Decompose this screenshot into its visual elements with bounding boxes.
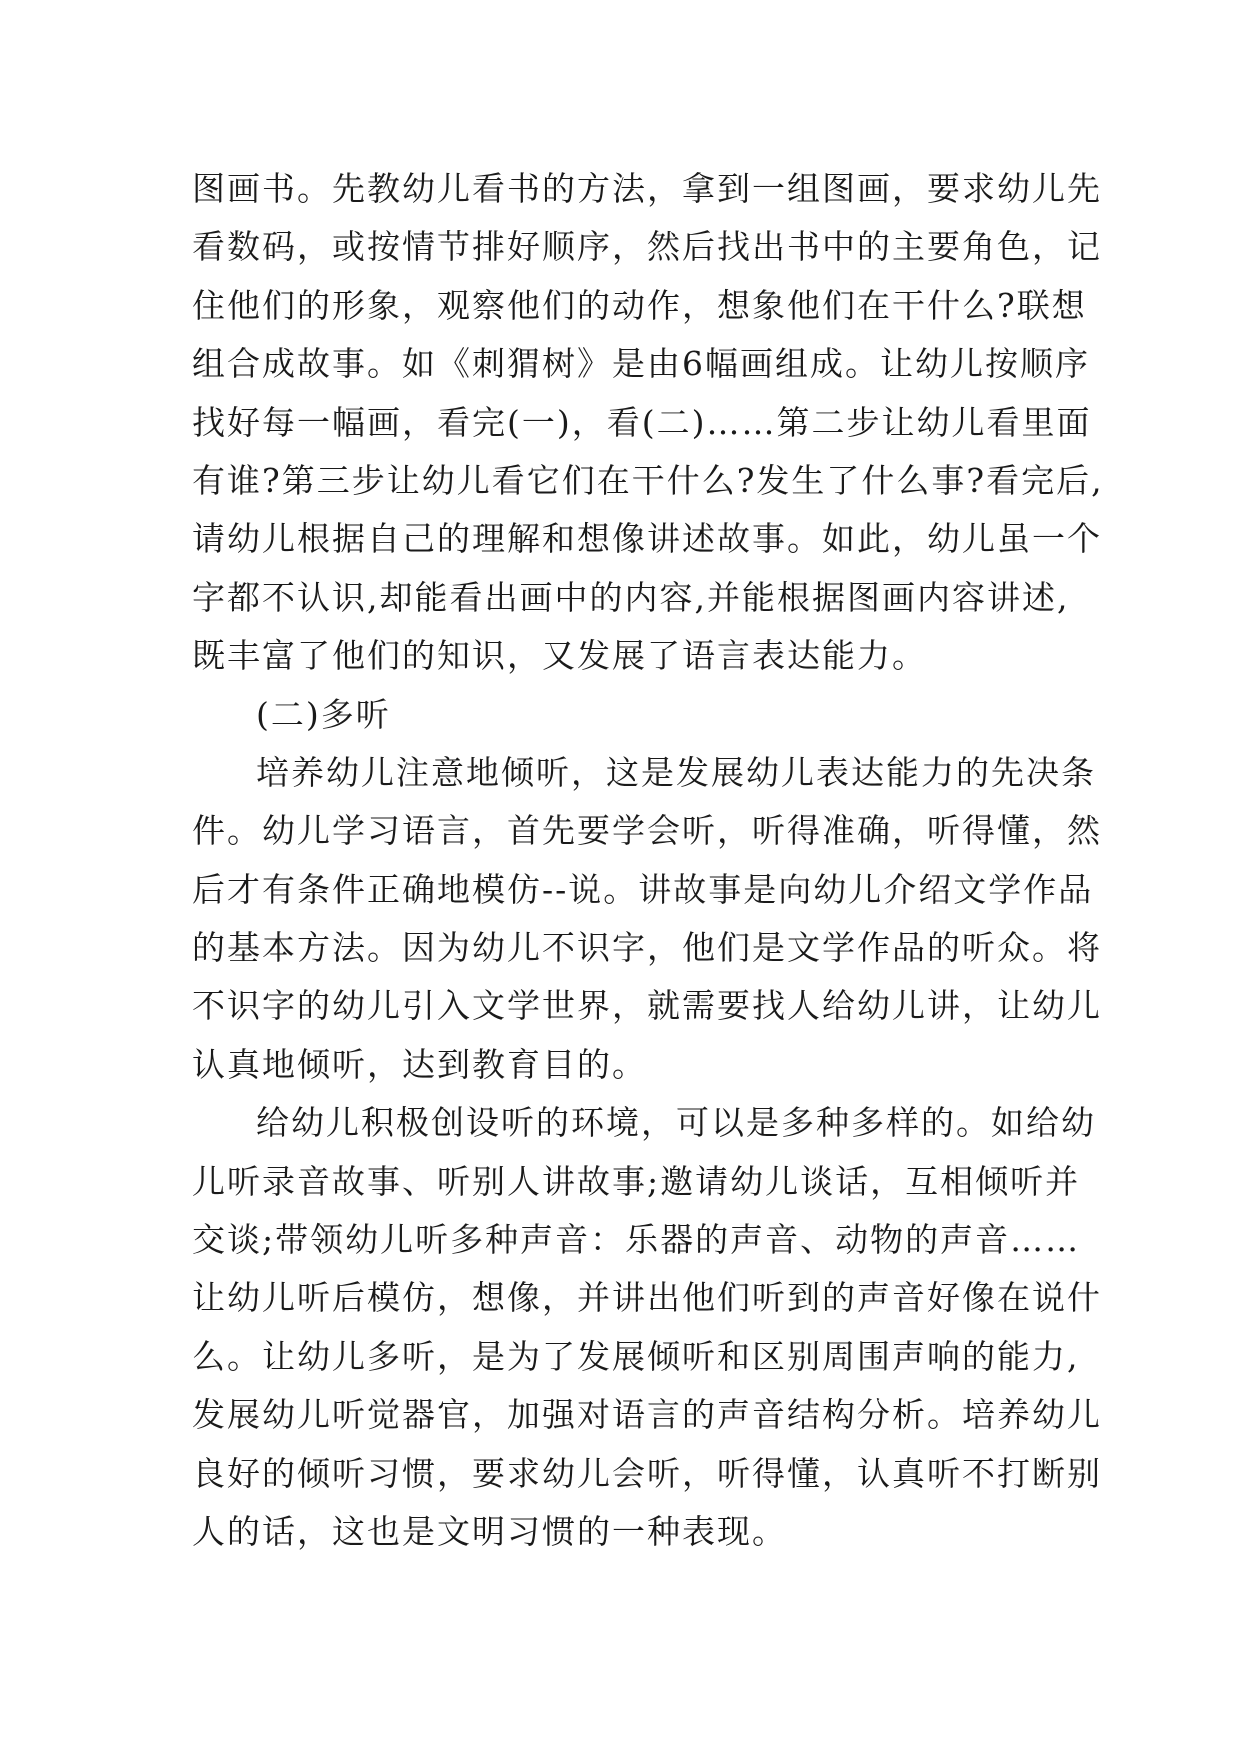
- text-line: 图画书。先教幼儿看书的方法，拿到一组图画，要求幼儿先: [192, 169, 1102, 208]
- text-line: 交谈;带领幼儿听多种声音：乐器的声音、动物的声音……: [192, 1220, 1081, 1260]
- text-line: 找好每一幅画，看完(一)，看(二)……第二步让幼儿看里面: [192, 402, 1092, 442]
- text-line: (二)多听: [256, 694, 391, 734]
- text-line: 组合成故事。如《刺猬树》是由6幅画组成。让幼儿按顺序: [192, 344, 1090, 384]
- text-line: 请幼儿根据自己的理解和想像讲述故事。如此，幼儿虽一个: [192, 519, 1102, 559]
- text-line: 的基本方法。因为幼儿不识字，他们是文学作品的听众。将: [192, 928, 1102, 968]
- text-line: 人的话，这也是文明习惯的一种表现。: [192, 1511, 787, 1551]
- text-line: 既丰富了他们的知识，又发展了语言表达能力。: [192, 636, 927, 676]
- text-line: 培养幼儿注意地倾听，这是发展幼儿表达能力的先决条: [256, 752, 1096, 792]
- text-line: 住他们的形象，观察他们的动作，想象他们在干什么?联想: [192, 285, 1087, 325]
- text-line: 认真地倾听，达到教育目的。: [192, 1044, 647, 1084]
- text-line: 给幼儿积极创设听的环境，可以是多种多样的。如给幼: [256, 1103, 1096, 1143]
- text-line: 后才有条件正确地模仿--说。讲故事是向幼儿介绍文学作品: [192, 869, 1094, 909]
- text-line: 看数码，或按情节排好顺序，然后找出书中的主要角色，记: [192, 227, 1102, 267]
- text-line: 发展幼儿听觉器官，加强对语言的声音结构分析。培养幼儿: [192, 1395, 1102, 1435]
- text-line: 么。让幼儿多听，是为了发展倾听和区别周围声响的能力,: [192, 1336, 1080, 1376]
- body-text: [192, 160, 1104, 1561]
- text-line: 让幼儿听后模仿，想像，并讲出他们听到的声音好像在说什: [192, 1278, 1102, 1318]
- text-line: 儿听录音故事、听别人讲故事;邀请幼儿谈话，互相倾听并: [192, 1161, 1081, 1201]
- text-line: 件。幼儿学习语言，首先要学会听，听得准确，听得懂，然: [192, 811, 1102, 851]
- text-line: 字都不认识,却能看出画中的内容,并能根据图画内容讲述,: [192, 577, 1070, 617]
- text-line: 良好的倾听习惯，要求幼儿会听，听得懂，认真听不打断别: [192, 1453, 1102, 1493]
- text-line: 不识字的幼儿引入文学世界，就需要找人给幼儿讲，让幼儿: [192, 986, 1102, 1026]
- text-line: 有谁?第三步让幼儿看它们在干什么?发生了什么事?看完后,: [192, 460, 1104, 500]
